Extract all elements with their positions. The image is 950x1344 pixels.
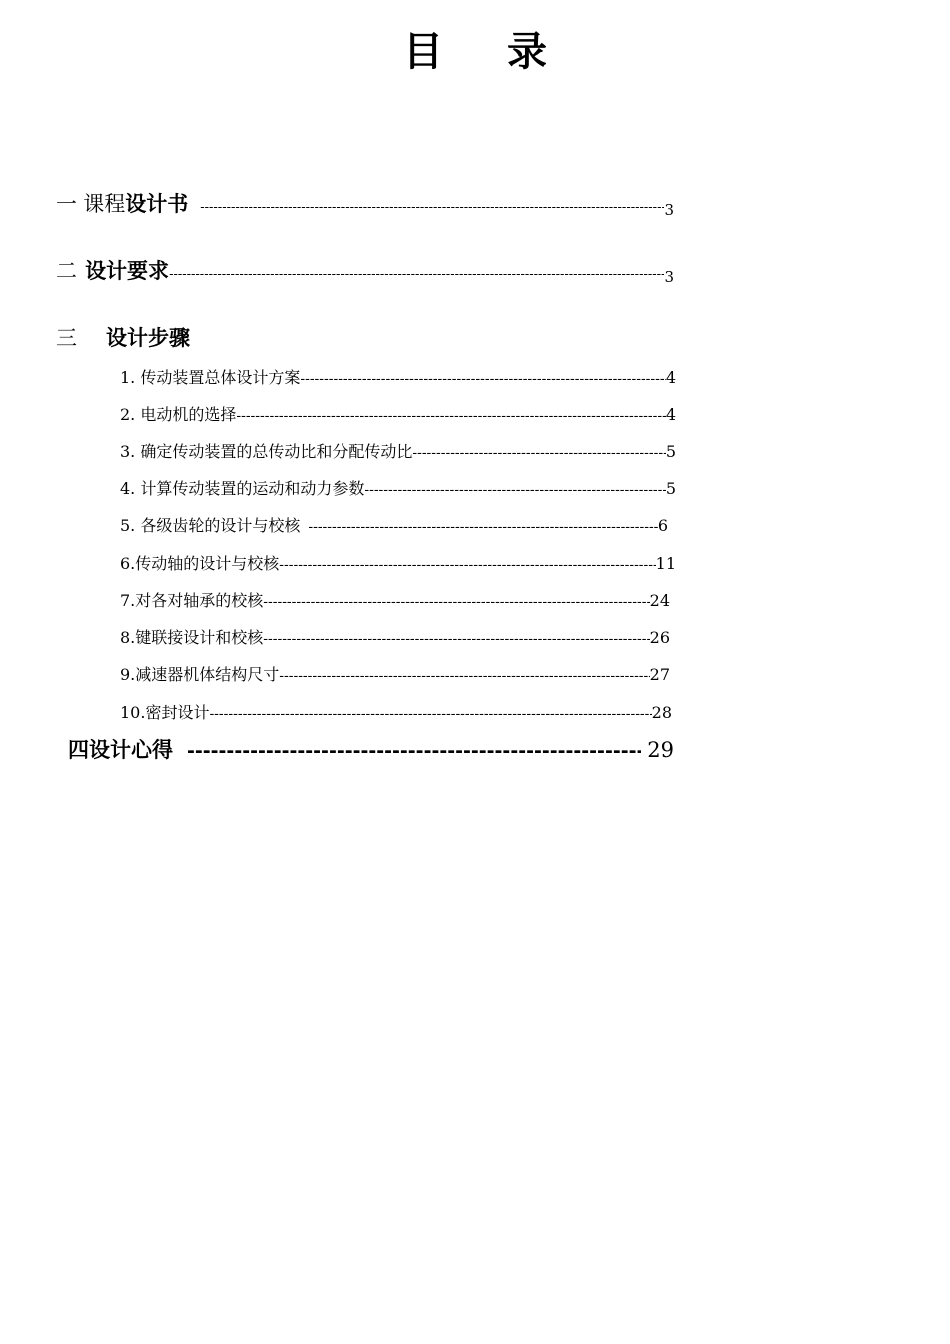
item-label: 2. 电动机的选择	[120, 405, 237, 424]
item-label: 4. 计算传动装置的运动和动力参数	[120, 479, 365, 498]
page-number: 27	[649, 665, 670, 684]
toc-item[interactable]	[120, 551, 676, 574]
page-number: 29	[647, 738, 674, 762]
toc-item[interactable]	[120, 365, 676, 388]
item-label: 6.传动轴的设计与校核	[120, 554, 280, 573]
toc-section-1[interactable]	[56, 188, 674, 218]
dot-leader	[169, 267, 664, 282]
section-label: 设计步骤	[106, 326, 190, 350]
item-label: 8.键联接设计和校核	[120, 628, 264, 647]
item-label: 1. 传动装置总体设计方案	[120, 368, 301, 387]
item-label: 3. 确定传动装置的总传动比和分配传动比	[120, 442, 413, 461]
dot-leader	[200, 200, 664, 215]
item-label: 7.对各对轴承的校核	[120, 591, 264, 610]
toc-item[interactable]	[120, 476, 676, 499]
toc-item[interactable]	[120, 588, 670, 611]
toc-item[interactable]	[120, 439, 676, 462]
page-number: 4	[665, 368, 676, 387]
section-label: 课程设计书	[83, 192, 189, 216]
section-number: 二	[56, 259, 77, 283]
dot-leader	[364, 482, 665, 498]
toc-section-2[interactable]	[56, 255, 674, 285]
page-number: 24	[649, 591, 670, 610]
title-char-2: 录	[507, 29, 547, 75]
toc-section-3[interactable]	[56, 322, 674, 352]
item-label: 9.减速器机体结构尺寸	[120, 665, 280, 684]
page-number: 5	[665, 479, 676, 498]
toc-item[interactable]	[120, 513, 668, 536]
title-char-1: 目	[403, 29, 443, 75]
page-number: 26	[649, 628, 670, 647]
toc-item[interactable]	[120, 625, 670, 648]
section-number: 三	[56, 326, 77, 350]
dot-leader	[412, 445, 665, 461]
section-number: 四	[68, 738, 89, 762]
dot-leader	[236, 408, 665, 424]
section-number: 一	[56, 192, 77, 216]
page-number: 11	[655, 554, 676, 573]
dot-leader	[263, 594, 649, 610]
page-number: 4	[665, 405, 676, 424]
item-label: 5. 各级齿轮的设计与校核	[120, 516, 301, 535]
dot-leader	[300, 371, 665, 387]
dot-leader	[279, 668, 649, 684]
page-number: 6	[657, 516, 668, 535]
page-number: 5	[665, 442, 676, 461]
section-label: 设计要求	[85, 259, 170, 283]
page-number: 3	[664, 201, 674, 219]
page-number: 3	[664, 268, 674, 286]
toc-section-4[interactable]	[68, 734, 674, 764]
item-label: 10.密封设计	[120, 703, 210, 722]
dot-leader	[209, 706, 651, 722]
page-title	[0, 20, 950, 77]
dot-leader	[279, 557, 655, 573]
section-label: 设计心得	[89, 738, 173, 762]
toc-item[interactable]	[120, 402, 676, 425]
dot-leader	[308, 519, 657, 535]
toc-item[interactable]	[120, 662, 670, 685]
page-number: 28	[651, 703, 672, 722]
dot-leader	[263, 631, 649, 647]
toc-item[interactable]	[120, 700, 672, 723]
dot-leader	[187, 740, 641, 762]
